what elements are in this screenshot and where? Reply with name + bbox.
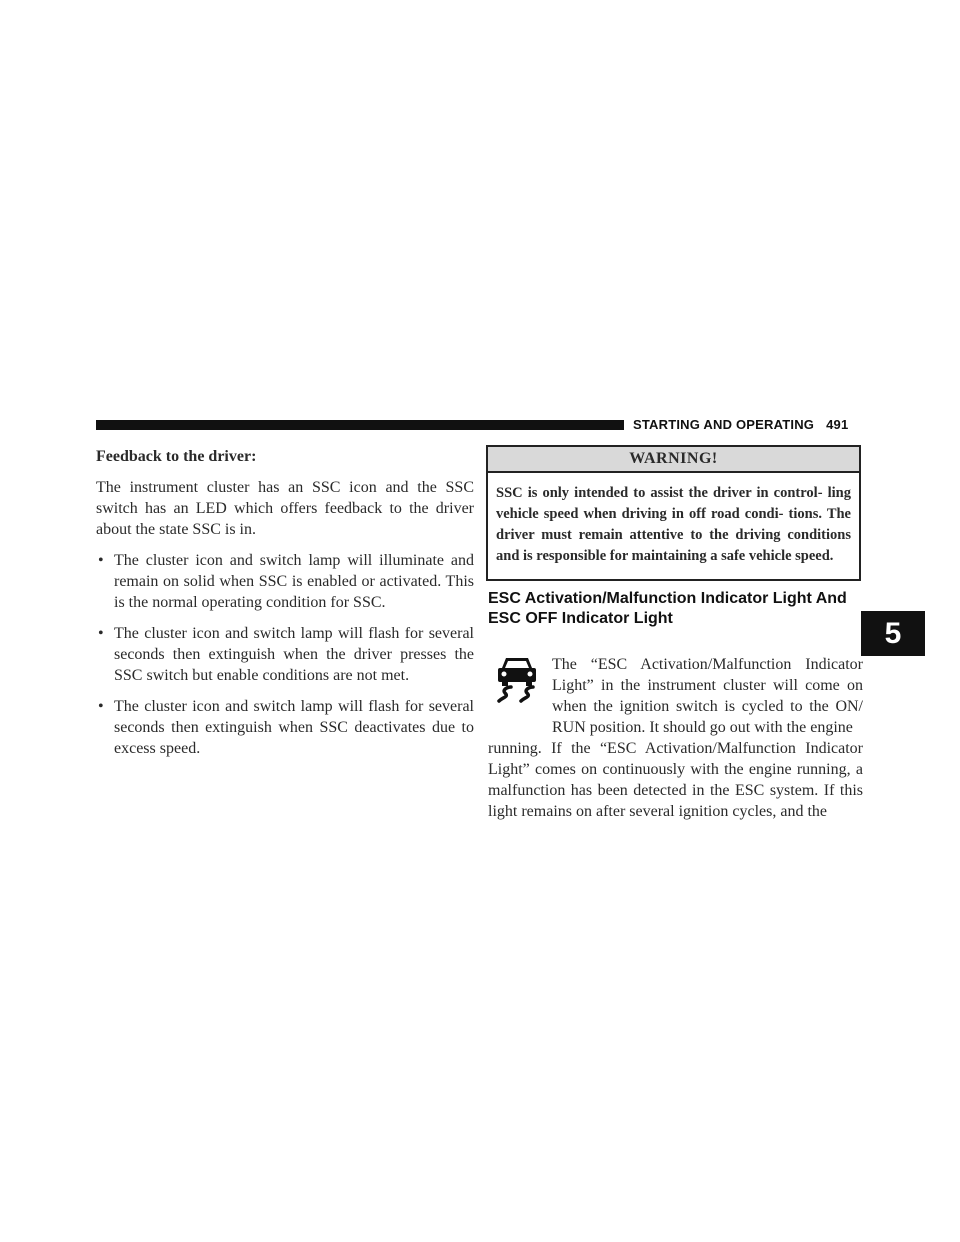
esc-section-heading [488, 589, 868, 629]
esc-heading-line-2: ESC OFF Indicator Light [488, 610, 673, 627]
esc-skid-icon [492, 654, 542, 704]
left-column [96, 446, 474, 769]
chapter-tab: 5 [861, 611, 925, 656]
section-title: STARTING AND OPERATING [633, 417, 815, 432]
bullet-icon: • [98, 552, 104, 569]
list-item-text: The cluster icon and switch lamp will illuminate and remain on solid when SSC is enabled or activated. This is the normal operating condition for SSC. [114, 552, 474, 611]
feedback-subheading: Feedback to the driver: [96, 448, 257, 465]
bullet-icon: • [98, 625, 104, 642]
list-item-text: The cluster icon and switch lamp will flash for several seconds then extinguish when SSC deactivates due to excess speed. [114, 698, 474, 757]
page-number: 491 [826, 417, 849, 432]
running-header [633, 417, 848, 432]
warning-title: WARNING! [488, 447, 859, 473]
esc-text-beside-icon: The “ESC Activation/Malfunction Indicator Light” in the instrument cluster will come on when the ignition switch is cycled to the ON/ RUN position. It should go out with the engine [552, 656, 863, 736]
bullet-icon: • [98, 698, 104, 715]
esc-heading-line-1: ESC Activation/Malfunction Indicator Light And [488, 590, 847, 607]
feedback-bullet-list [96, 550, 474, 759]
list-item-text: The cluster icon and switch lamp will flash for several seconds then extinguish when the driver presses the SSC switch but enable conditions are not met. [114, 625, 474, 684]
warning-box [486, 445, 861, 581]
list-item [96, 696, 474, 759]
header-rule [96, 420, 624, 430]
list-item [96, 623, 474, 686]
esc-text-continued: running. If the “ESC Activation/Malfunction Indicator Light” comes on continuously with the engine running, a malfunction has been detected in the ESC system. If this light remains on after several ignition cycles, and the [488, 740, 863, 820]
warning-body: SSC is only intended to assist the driver in control- ling vehicle speed when driving in off road condi- tions. The driver must remain attentive to the driving conditions and is responsible for maintaining a safe vehicle speed. [496, 485, 851, 564]
feedback-intro: The instrument cluster has an SSC icon and the SSC switch has an LED which offers feedback to the driver about the state SSC is in. [96, 479, 474, 538]
list-item [96, 550, 474, 613]
